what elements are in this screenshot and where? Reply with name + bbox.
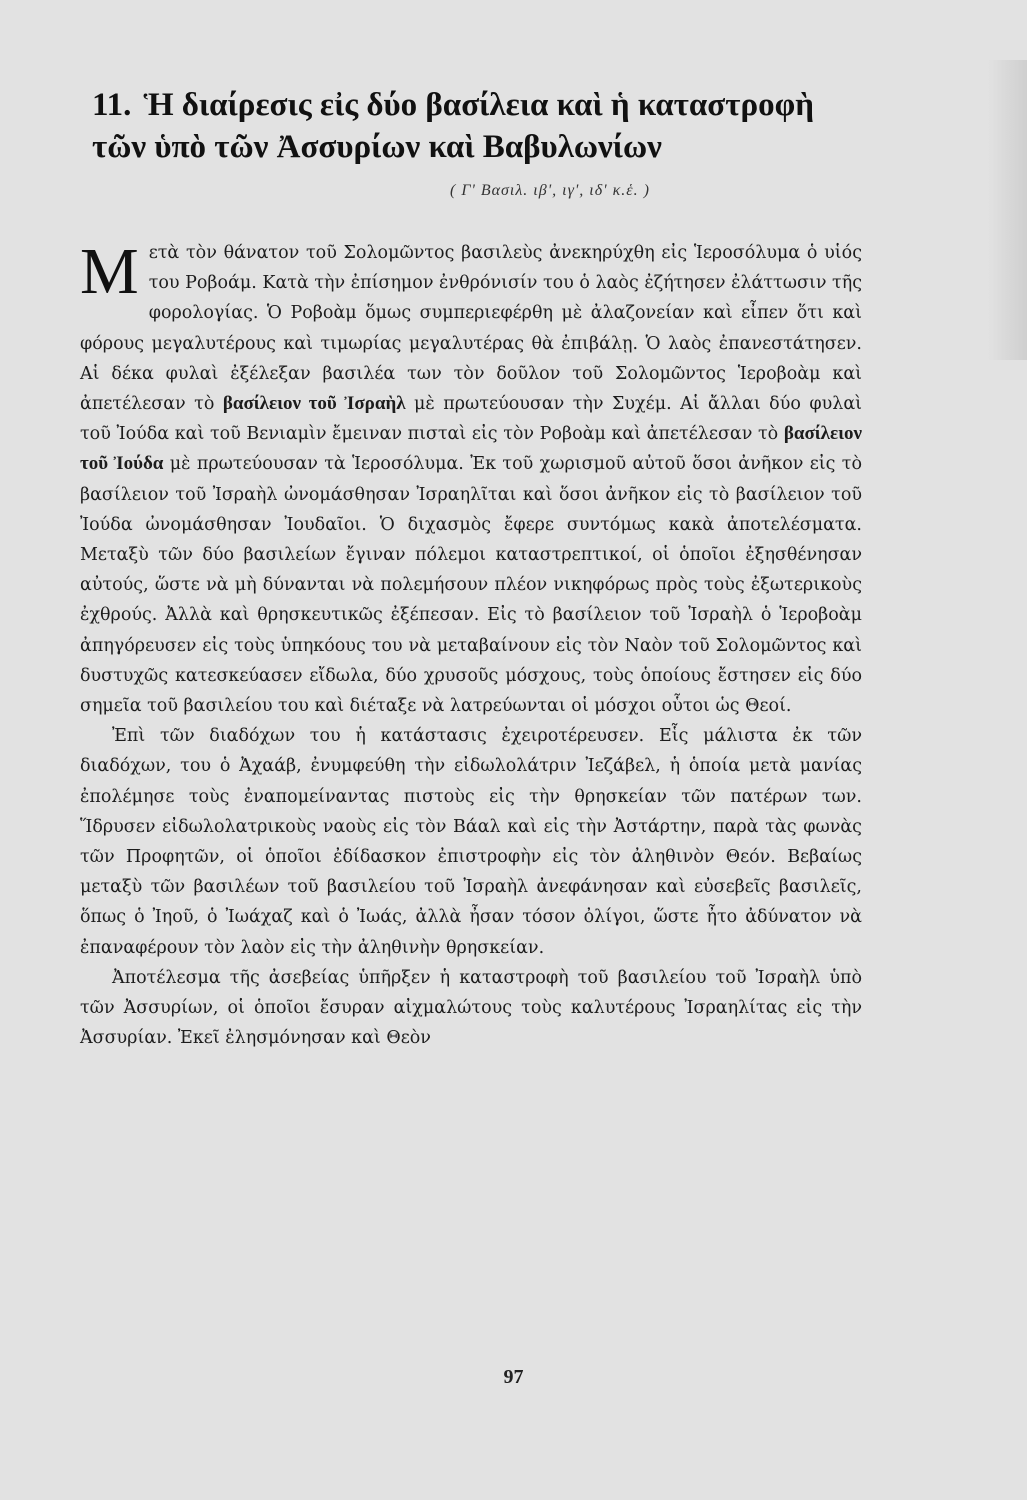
scripture-reference: ( Γ' Βασιλ. ιβ', ιγ', ιδ' κ.ἑ. ) <box>450 182 650 199</box>
paragraph-1-part-3: μὲ πρωτεύουσαν τὰ Ἱεροσόλυμα. Ἐκ τοῦ χωρισμοῦ αὐτοῦ ὅσοι ἀνῆκον εἰς τὸ βασίλειον τοῦ Ἰσραὴλ ὠνομάσθησαν Ἰσραηλῖται καὶ ὅσοι ἀνῆκον εἰς τὸ βασίλειον τοῦ Ἰούδα ὠνομάσθησαν Ἰουδαῖοι. Ὁ διχασμὸς ἔφερε συντόμως κακὰ ἀποτελέσματα. Μεταξὺ τῶν δύο βασιλείων ἔγιναν πόλεμοι καταστρεπτικοί, οἱ ὁποῖοι ἐξησθένησαν αὐτούς, ὥστε νὰ μὴ δύνανται νὰ πολεμήσουν πλέον νικηφόρως πρὸς τοὺς ἐξωτερικοὺς ἐχθρούς. Ἀλλὰ καὶ θρησκευτικῶς ἐξέπεσαν. Εἰς τὸ βασίλειον τοῦ Ἰσραὴλ ὁ Ἱεροβοὰμ ἀπηγόρευσεν εἰς τοὺς ὑπηκόους του νὰ μεταβαίνουν εἰς τὸν Ναὸν τοῦ Σολομῶντος καὶ δυστυχῶς κατεσκεύασεν εἴδωλα, δύο χρυσοῦς μόσχους, τοὺς ὁποίους ἔστησεν εἰς δύο σημεῖα τοῦ βασιλείου του καὶ διέταξε νὰ λατρεύωνται οἱ μόσχοι οὗτοι ὡς Θεοί. <box>80 454 862 717</box>
paragraph-1-part-2: μὲ πρωτεύουσαν τὴν Συχέμ. Αἱ ἄλλαι δύο φυλαὶ τοῦ Ἰούδα καὶ τοῦ Βενιαμὶν ἔμειναν πισταὶ εἰς τὸν Ροβοὰμ καὶ ἀπετέλεσαν τὸ <box>80 394 863 445</box>
chapter-heading <box>92 84 872 168</box>
paragraph-1 <box>80 235 863 721</box>
kingdom-of-israel-term: βασίλειον τοῦ Ἰσραὴλ <box>222 393 406 415</box>
drop-cap: Μ <box>80 235 139 308</box>
body-text <box>80 235 863 1053</box>
paragraph-2: Ἐπὶ τῶν διαδόχων του ἡ κατάστασις ἐχειροτέρευσεν. Εἷς μάλιστα ἐκ τῶν διαδόχων, του ὁ Ἀχαάβ, ἐνυμφεύθη τὴν εἰδωλολάτριν Ἰεζάβελ, ἡ ὁποία μετὰ μανίας ἐπολέμησε τοὺς ἐναπομείναντας πιστοὺς εἰς τὴν θρησκείαν τῶν πατέρων των. Ἵδρυσεν εἰδωλολατρικοὺς ναοὺς εἰς τὸν Βάαλ καὶ εἰς τὴν Ἀστάρτην, παρὰ τὰς φωνὰς τῶν Προφητῶν, οἱ ὁποῖοι ἐδίδασκον ἐπιστροφὴν εἰς τὸν ἀληθινὸν Θεόν. Βεβαίως μεταξὺ τῶν βασιλέων τοῦ βασιλείου τοῦ Ἰσραὴλ ἀνεφάνησαν καὶ εὐσεβεῖς βασιλεῖς, ὅπως ὁ Ἰηοῦ, ὁ Ἰωάχαζ καὶ ὁ Ἰωάς, ἀλλὰ ἦσαν τόσον ὀλίγοι, ὥστε ἦτο ἀδύνατον νὰ ἐπαναφέρουν τὸν λαὸν εἰς τὴν ἀληθινὴν θρησκείαν. <box>80 726 862 958</box>
facing-page-shadow <box>987 60 1027 360</box>
chapter-number: 11. <box>92 87 132 123</box>
page-number: 97 <box>503 1366 524 1388</box>
paragraph-3: Ἀποτέλεσμα τῆς ἀσεβείας ὑπῆρξεν ἡ καταστροφὴ τοῦ βασιλείου τοῦ Ἰσραὴλ ὑπὸ τῶν Ἀσσυρίων, οἱ ὁποῖοι ἔσυραν αἰχμαλώτους τοὺς καλυτέρους Ἰσραηλίτας εἰς τὴν Ἀσσυρίαν. Ἐκεῖ ἐλησμόνησαν καὶ Θεὸν <box>80 967 862 1049</box>
paragraph-1-part-1: ετὰ τὸν θάνατον τοῦ Σολομῶντος βασιλεὺς ἀνεκηρύχθη εἰς Ἱεροσόλυμα ὁ υἱός του Ροβοάμ. Κατὰ τὴν ἐπίσημον ἐνθρόνισίν του ὁ λαὸς ἐζήτησεν ἐλάττωσιν τῆς φορολογίας. Ὁ Ροβοὰμ ὅμως συμπεριεφέρθη μὲ ἀλαζονείαν καὶ εἶπεν ὅτι καὶ φόρους μεγαλυτέρους καὶ τιμωρίας μεγαλυτέρας θὰ ἐπιβάλῃ. Ὁ λαὸς ἐπανεστάτησεν. Αἱ δέκα φυλαὶ ἐξέλεξαν βασιλέα των τὸν δοῦλον τοῦ Σολομῶντος Ἱεροβοὰμ καὶ ἀπετέλεσαν τὸ <box>80 243 862 415</box>
kingdom-of-judah-term: βασίλειον τοῦ Ἰούδα <box>80 423 862 475</box>
chapter-title: Ἡ διαίρεσις εἰς δύο βασίλεια καὶ ἡ καταστροφὴ τῶν ὑπὸ τῶν Ἀσσυρίων καὶ Βαβυλωνίων <box>92 87 814 165</box>
